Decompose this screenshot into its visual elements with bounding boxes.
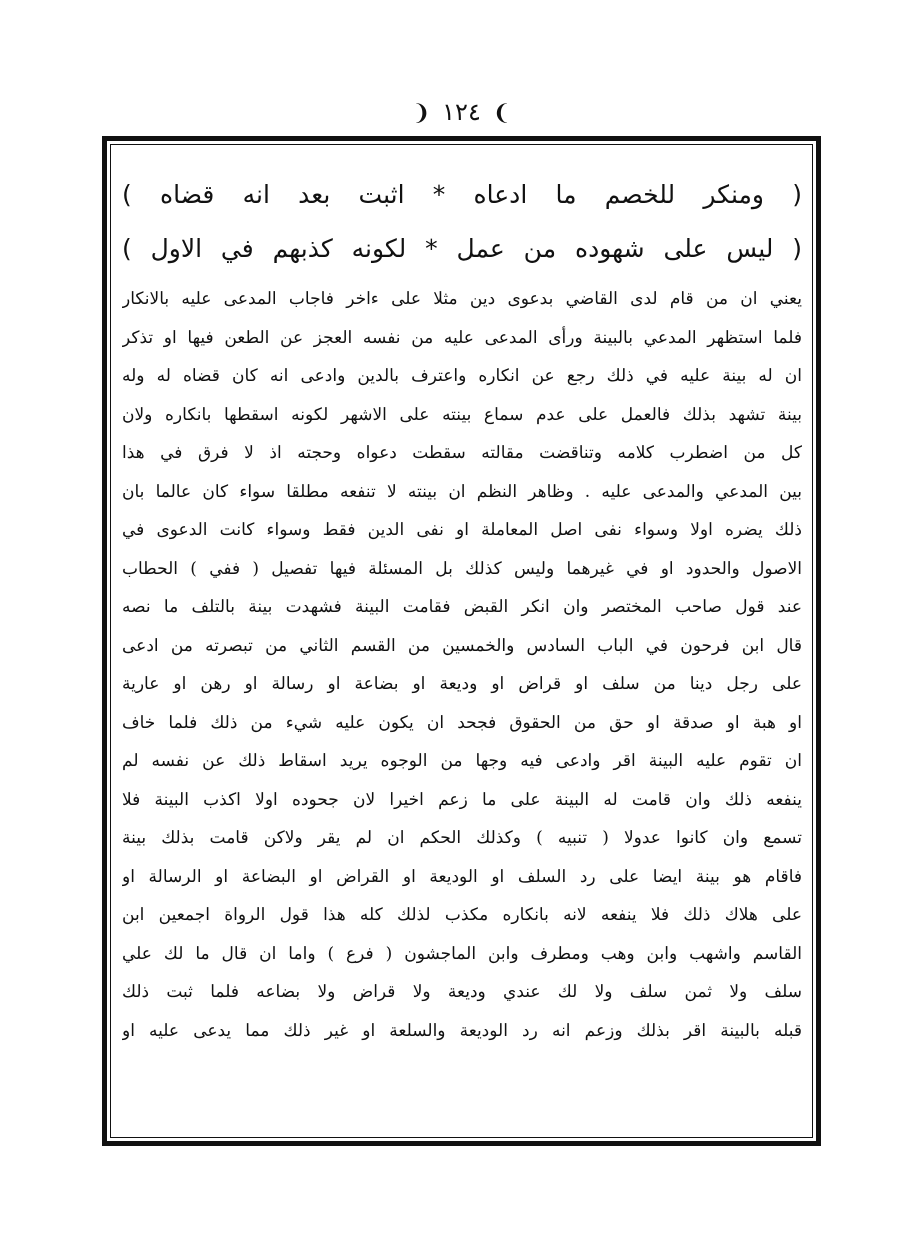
verse-block (122, 168, 802, 276)
commentary-line: عند قول صاحب المختصر وان انكر القبض فقامت البينة فشهدت بينة بالتلف ما نصه (122, 597, 802, 617)
commentary-line: سلف ولا ثمن سلف ولا لك عندي وديعة ولا قراض ولا بضاعه فلما ثبت ذلك (122, 982, 802, 1002)
commentary-line: القاسم واشهب وابن وهب ومطرف وابن الماجشون ( فرع ) واما ان قال ما لك علي (122, 943, 802, 964)
commentary-line: بينة تشهد بذلك فالعمل على عدم سماع بينته على الاشهر لكونه اسقطها بانكاره ولان (122, 404, 802, 425)
commentary-line: يعني ان من قام لدى القاضي بدعوى دين مثلا على ءاخر فاجاب المدعى عليه بالانكار (122, 289, 802, 309)
commentary-line: الاصول والحدود او في غيرهما وليس كذلك بل المسئلة فيها تفصيل ( ففي ) الحطاب (122, 558, 802, 579)
commentary-line: قبله بالبينة اقر بذلك وزعم انه رد الوديعة والسلعة او غير ذلك مما يدعى عليه او (122, 1020, 802, 1041)
page-content (122, 150, 802, 1134)
commentary-line: فاقام هو بينة ايضا على رد السلف او الوديعة او القراض او البضاعة او الرسالة او (122, 866, 802, 887)
commentary-line: بين المدعي والمدعى عليه . وظاهر النظم ان بينته لا تنفعه مطلقا سواء كان عالما بان (122, 481, 802, 502)
verse-line: ( ليس على شهوده من عمل * لكونه كذبهم في الاول ) (122, 234, 802, 263)
verse-line: ( ومنكر للخصم ما ادعاه * اثبت بعد انه قضاه ) (122, 180, 802, 209)
ornament-left-icon: ❨ (412, 101, 431, 126)
commentary-line: ان له بينة عليه في ذلك رجع عن انكاره واعترف بالدين وادعى انه كان قضاه له وله (122, 366, 802, 386)
page-number (0, 97, 923, 129)
commentary-line: تسمع وان كانوا عدولا ( تنبيه ) وكذلك الحكم ان لم يقر ولاكن قامت بذلك بينة (122, 828, 802, 848)
commentary-line: فلما استظهر المدعي بالبينة ورأى المدعى عليه من نفسه العجز عن الطعن فيها او تذكر (122, 327, 802, 348)
commentary-line: او هبة او صدقة او حق من الحقوق فجحد ان يكون عليه شيء من ذلك فلما خاف (122, 712, 802, 733)
page-number-value: ١٢٤ (442, 98, 481, 126)
commentary-block (122, 280, 802, 1050)
commentary-line: على هلاك ذلك فلا ينفعه لانه بانكاره مكذب لذلك كله هذا قول الرواة اجمعين ابن (122, 905, 802, 925)
commentary-line: كل من اضطرب كلامه وتناقضت مقالته سقطت دعواه وحجته اذ لا فرق في هذا (122, 443, 802, 463)
commentary-line: ذلك يضره اولا وسواء نفى اصل المعاملة او نفى الدين فقط وسواء كانت الدعوى في (122, 520, 802, 540)
commentary-line: ينفعه ذلك وان قامت له البينة على ما زعم اخيرا لان جحوده اولا اكذب البينة فلا (122, 789, 802, 810)
commentary-line: قال ابن فرحون في الباب السادس والخمسين من القسم الثاني من تبصرته من ادعى (122, 635, 802, 656)
commentary-line: ان تقوم عليه البينة اقر وادعى فيه وجها من الوجوه يريد اسقاط ذلك عن نفسه لم (122, 751, 802, 771)
ornament-right-icon: ❩ (492, 101, 511, 126)
commentary-line: على رجل دينا من سلف او قراض او وديعة او بضاعة او رسالة او رهن او عارية (122, 674, 802, 694)
